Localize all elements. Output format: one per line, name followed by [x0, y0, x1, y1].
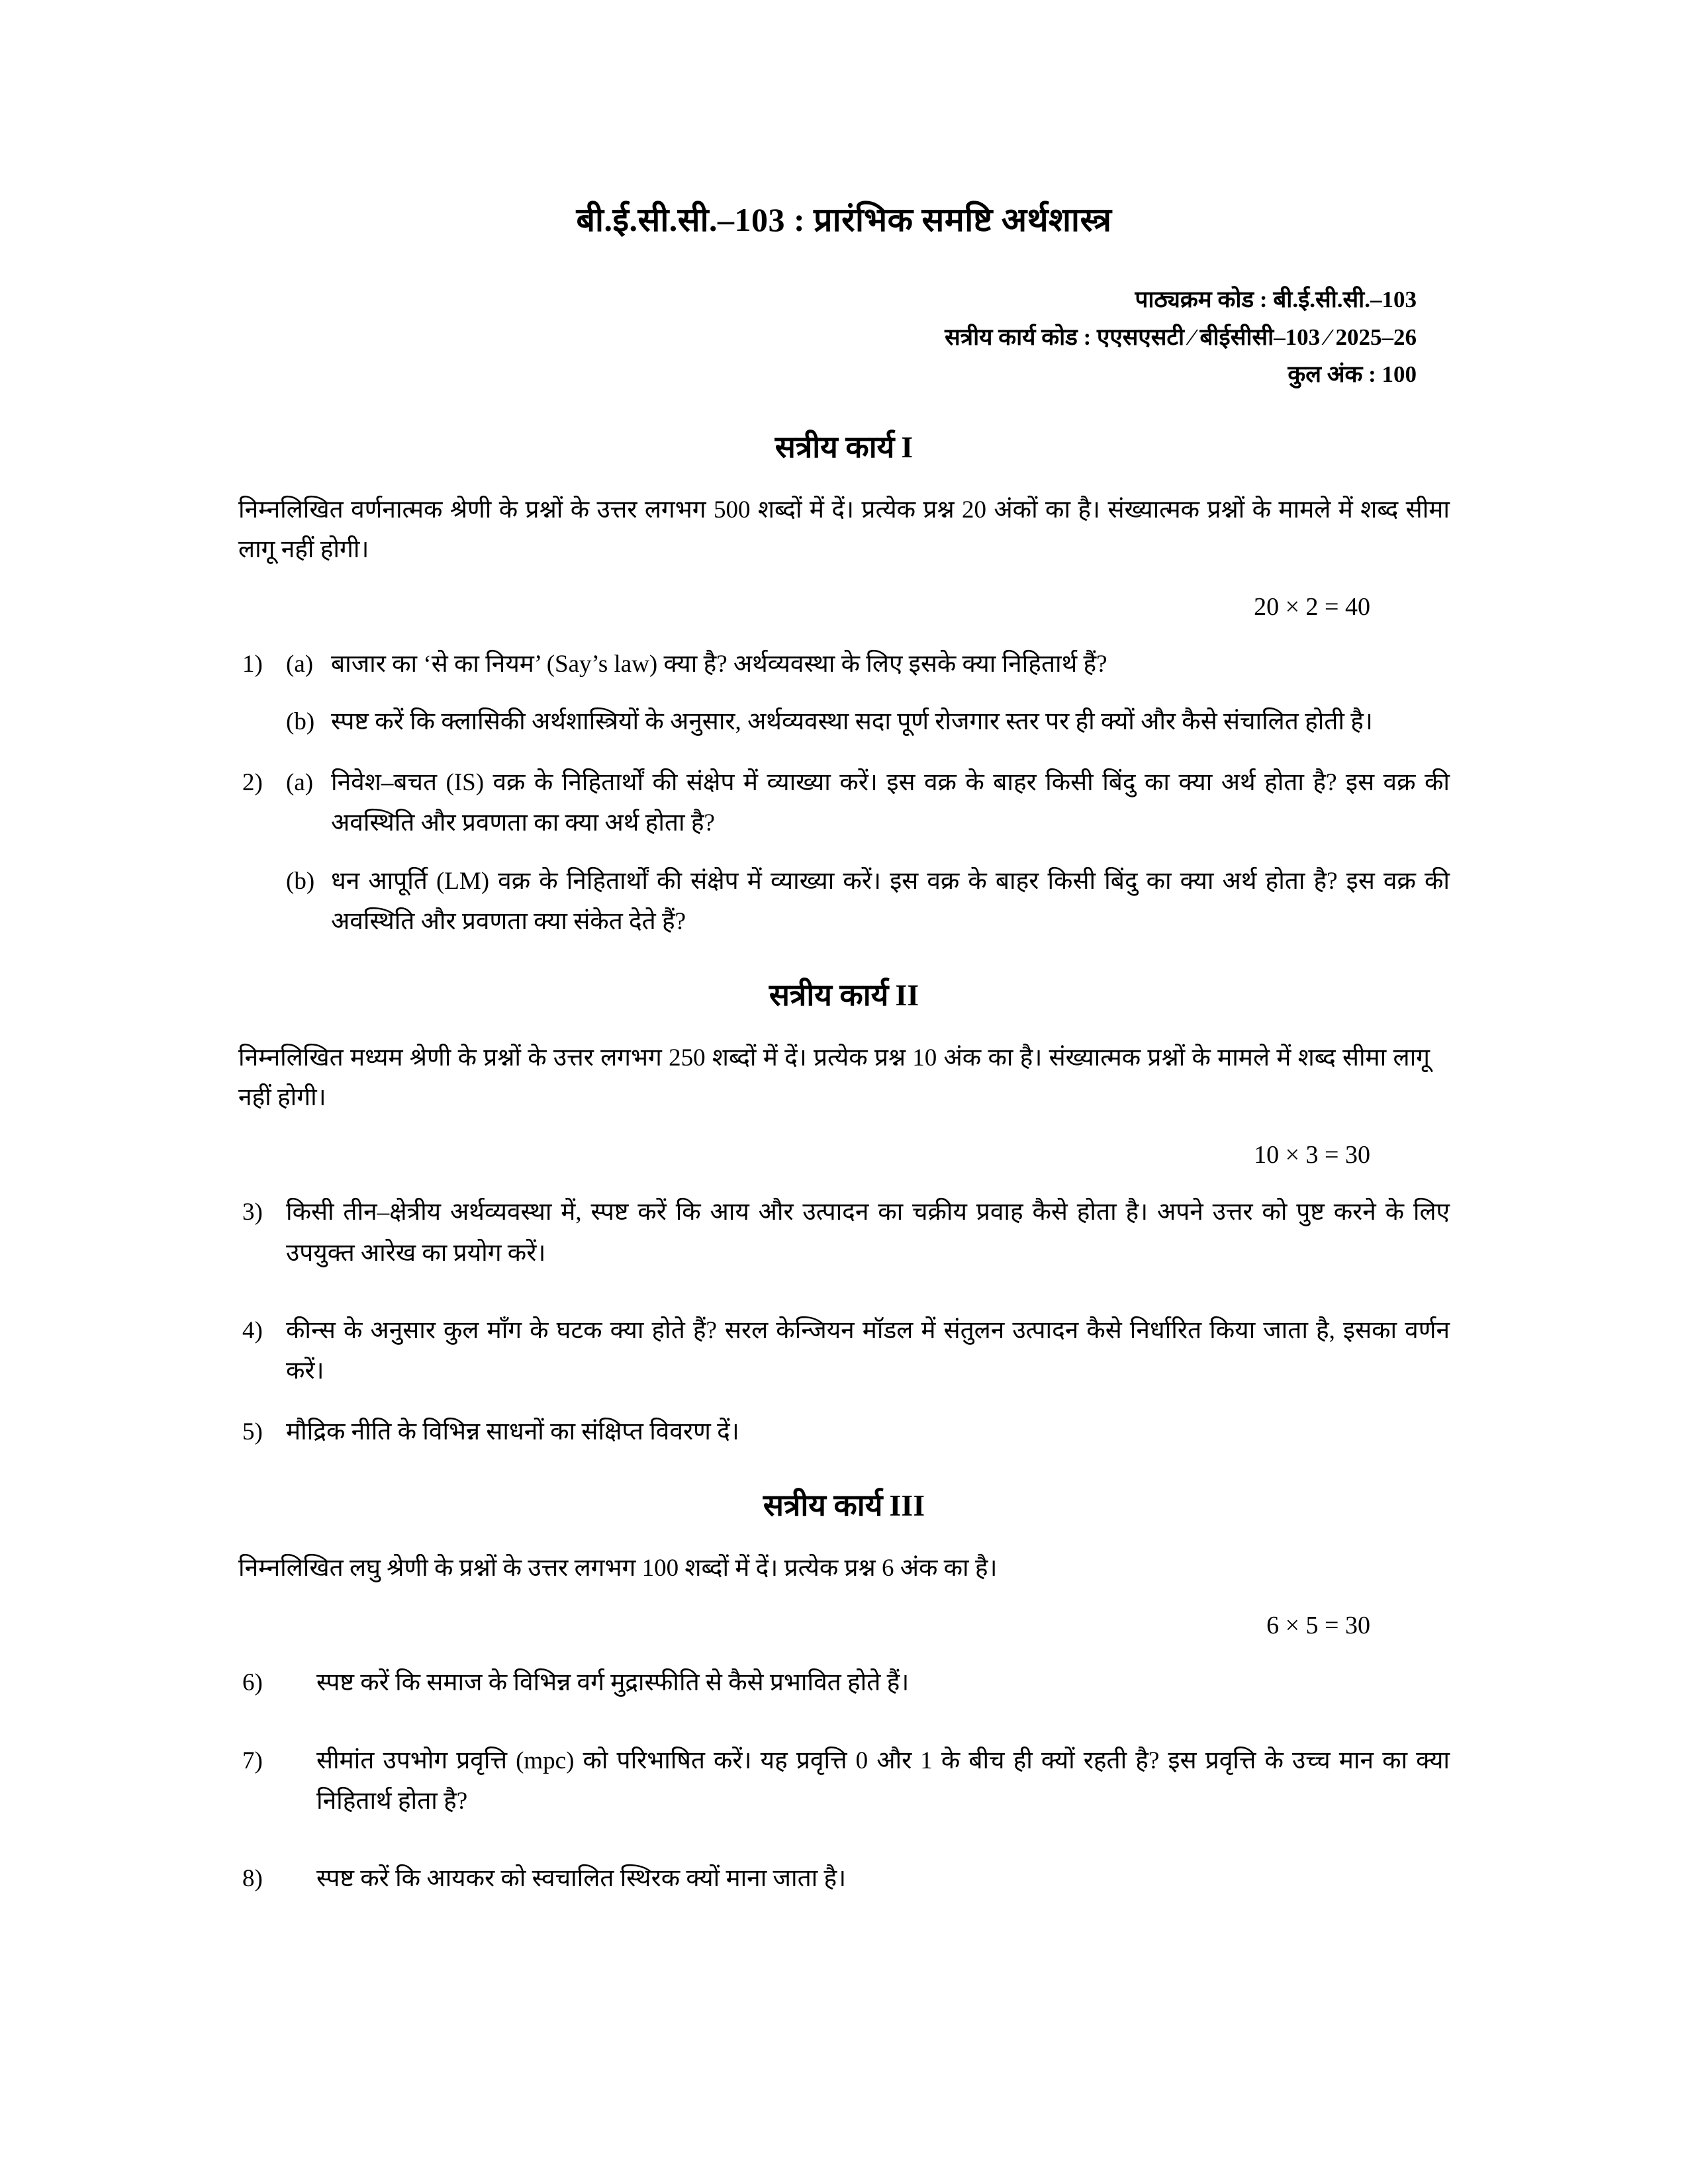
question-part-label: (b): [286, 867, 315, 895]
assignment-1-instructions: निम्नलिखित वर्णनात्मक श्रेणी के प्रश्नों के उत्तर लगभग 500 शब्दों में दें। प्रत्येक प्रश्न 20 अंकों का है। संख्यात्मक प्रश्नों के मामले में शब्द सीमा लागू नहीं होगी।: [238, 496, 1450, 563]
question-text: स्पष्ट करें कि समाज के विभिन्न वर्ग मुद्रास्फीति से कैसे प्रभावित होते हैं।: [316, 1669, 910, 1697]
question-body: [286, 644, 1450, 743]
spacer: [238, 1293, 1450, 1310]
assignment-3-marks: 6 × 5 = 30: [1266, 1612, 1370, 1640]
question-part-text: बाजार का ‘से का नियम’ (Say’s law) क्या है? अर्थव्यवस्था के लिए इसके क्या निहितार्थ हैं?: [331, 650, 1107, 678]
section-heading-roman: II: [895, 978, 919, 1013]
page-title: बी.ई.सी.सी.–103 : प्रारंभिक समष्टि अर्थशास्त्र: [576, 201, 1112, 238]
question-item: [238, 1662, 1450, 1703]
question-part: [286, 762, 1450, 844]
question-item: [238, 762, 1450, 942]
question-number: 2): [242, 768, 263, 796]
section-heading-label: सत्रीय कार्य: [763, 1488, 883, 1523]
question-text: सीमांत उपभोग प्रवृत्ति (mpc) को परिभाषित करें। यह प्रवृत्ति 0 और 1 के बीच ही क्यों रहती है? इस प्रवृत्ति के उच्च मान का क्या निहितार्थ होता है?: [316, 1747, 1450, 1815]
question-text: स्पष्ट करें कि आयकर को स्वचालित स्थिरक क्यों माना जाता है।: [316, 1865, 847, 1893]
section-heading-assignment-3: [238, 1484, 1450, 1525]
question-part-text: निवेश–बचत (IS) वक्र के निहितार्थों की संक्षेप में व्याख्या करें। इस वक्र के बाहर किसी बिंदु का क्या अर्थ होता है? इस वक्र की अवस्थिति और प्रवणता का क्या अर्थ होता है?: [331, 768, 1450, 837]
question-item: [238, 644, 1450, 743]
question-part-label: (b): [286, 708, 315, 736]
question-number: 8): [242, 1865, 263, 1893]
section-heading-assignment-2: [238, 974, 1450, 1015]
spacer: [238, 1723, 1450, 1741]
section-heading-roman: III: [889, 1488, 925, 1523]
question-number: 1): [242, 650, 263, 678]
section-heading-roman: I: [901, 430, 914, 465]
question-number: 6): [242, 1669, 263, 1697]
assignment-3-instructions: निम्नलिखित लघु श्रेणी के प्रश्नों के उत्तर लगभग 100 शब्दों में दें। प्रत्येक प्रश्न 6 अंक का है।: [238, 1555, 998, 1582]
question-part: [286, 644, 1450, 684]
question-part: [286, 861, 1450, 942]
section-heading-label: सत्रीय कार्य: [769, 978, 889, 1013]
total-marks-line: कुल अंक : 100: [1288, 361, 1417, 388]
question-number: 5): [242, 1418, 263, 1445]
question-item: [238, 1192, 1450, 1273]
question-number: 4): [242, 1317, 263, 1345]
question-body: [286, 762, 1450, 942]
question-item: [238, 1310, 1450, 1392]
course-meta-block: [238, 281, 1417, 394]
question-item: [238, 1741, 1450, 1822]
assignment-2-marks: 10 × 3 = 30: [1254, 1141, 1370, 1169]
question-item: [238, 1858, 1450, 1899]
question-item: [238, 1412, 1450, 1452]
question-text: मौद्रिक नीति के विभिन्न साधनों का संक्षिप्त विवरण दें।: [286, 1418, 739, 1445]
question-part-text: स्पष्ट करें कि क्लासिकी अर्थशास्त्रियों के अनुसार, अर्थव्यवस्था सदा पूर्ण रोजगार स्तर पर ही क्यों और कैसे संचालित होती है।: [331, 708, 1373, 736]
course-code-line: पाठ्यक्रम कोड : बी.ई.सी.सी.–103: [1135, 287, 1417, 312]
assignment-2-instructions: निम्नलिखित मध्यम श्रेणी के प्रश्नों के उत्तर लगभग 250 शब्दों में दें। प्रत्येक प्रश्न 10 अंक का है। संख्यात्मक प्रश्नों के मामले में शब्द सीमा लागू नहीं होगी।: [238, 1044, 1430, 1112]
assignment-1-marks: 20 × 2 = 40: [1254, 592, 1370, 621]
question-part-text: धन आपूर्ति (LM) वक्र के निहितार्थों की संक्षेप में व्याख्या करें। इस वक्र के बाहर किसी बिंदु का क्या अर्थ होता है? इस वक्र की अवस्थिति और प्रवणता क्या संकेत देते हैं?: [331, 867, 1450, 935]
question-text: किसी तीन–क्षेत्रीय अर्थव्यवस्था में, स्पष्ट करें कि आय और उत्पादन का चक्रीय प्रवाह कैसे होता है। अपने उत्तर को पुष्ट करने के लिए उपयुक्त आरेख का प्रयोग करें।: [286, 1199, 1450, 1267]
section-heading-assignment-1: [238, 426, 1450, 467]
question-part-label: (a): [286, 650, 314, 678]
spacer: [238, 1841, 1450, 1858]
question-number: 7): [242, 1747, 263, 1774]
question-number: 3): [242, 1199, 263, 1226]
question-text: कीन्स के अनुसार कुल माँग के घटक क्या होते हैं? सरल केन्जियन मॉडल में संतुलन उत्पादन कैसे निर्धारित किया जाता है, इसका वर्णन करें।: [286, 1317, 1450, 1385]
question-part-label: (a): [286, 768, 314, 796]
assignment-code-line: सत्रीय कार्य कोड : एएसएसटी ⁄ बीईसीसी–103 ⁄ 2025–26: [945, 324, 1417, 350]
question-part: [286, 702, 1450, 742]
section-heading-label: सत्रीय कार्य: [774, 430, 895, 465]
